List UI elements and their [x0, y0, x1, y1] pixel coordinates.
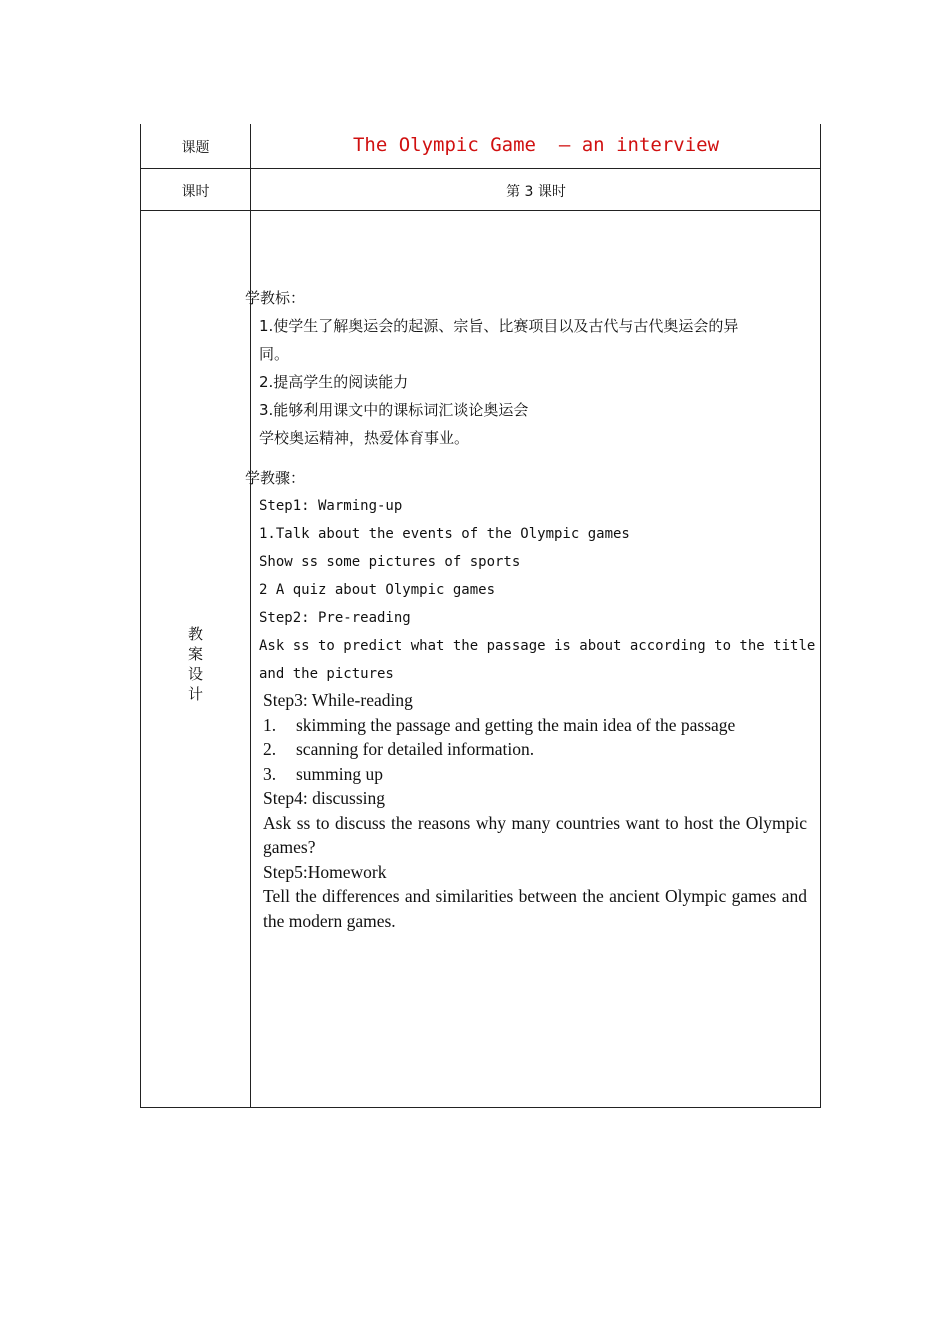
step-line: and the pictures: [259, 666, 394, 682]
step4-text: Ask ss to discuss the reasons why many countries want to host the Olympic games?: [263, 812, 807, 857]
teaching-design-content: [245, 284, 815, 933]
list-item: 1. skimming the passage and getting the main idea of the passage: [263, 714, 736, 735]
step5-text: Tell the differences and similarities between the ancient Olympic games and the modern games.: [263, 886, 807, 931]
teaching-design-label: 教 案 设 计: [187, 625, 203, 703]
step3-heading: Step3: While-reading: [263, 690, 413, 710]
topic-label: 课题: [181, 140, 210, 156]
row-divider-2: [141, 210, 820, 211]
lesson-title: The Olympic Game – an interview: [352, 134, 720, 156]
objective-item: 1.使学生了解奥运会的起源、宗旨、比赛项目以及古代与古代奥运会的异: [259, 317, 739, 335]
step-line: Step2: Pre-reading: [259, 610, 411, 626]
objective-item: 同。: [259, 345, 290, 363]
reading-steps: [245, 688, 807, 933]
lesson-plan-table: [140, 124, 821, 1108]
period-label: 课时: [181, 184, 210, 200]
row-divider-1: [141, 168, 820, 169]
step-line: Show ss some pictures of sports: [259, 554, 521, 570]
step4-heading: Step4: discussing: [263, 788, 386, 808]
list-item: 2. scanning for detailed information.: [263, 739, 535, 759]
objective-item: 3.能够利用课文中的课标词汇谈论奥运会: [259, 401, 529, 419]
step-line: Ask ss to predict what the passage is about according to the title: [259, 638, 816, 654]
step-line: 1.Talk about the events of the Olympic games: [259, 526, 630, 542]
step5-heading: Step5:Homework: [263, 861, 387, 882]
list-item: 3. summing up: [263, 763, 384, 784]
steps-heading: 学教骤：: [245, 469, 306, 487]
objectives-heading: 学教标：: [245, 289, 306, 307]
objective-item: 2.提高学生的阅读能力: [259, 373, 409, 391]
step-line: 2 A quiz about Olympic games: [259, 582, 496, 598]
objective-item: 学校奥运精神，热爱体育事业。: [259, 429, 470, 447]
period-value: 第 3 课时: [506, 184, 566, 200]
step-line: Step1: Warming-up: [259, 498, 403, 514]
